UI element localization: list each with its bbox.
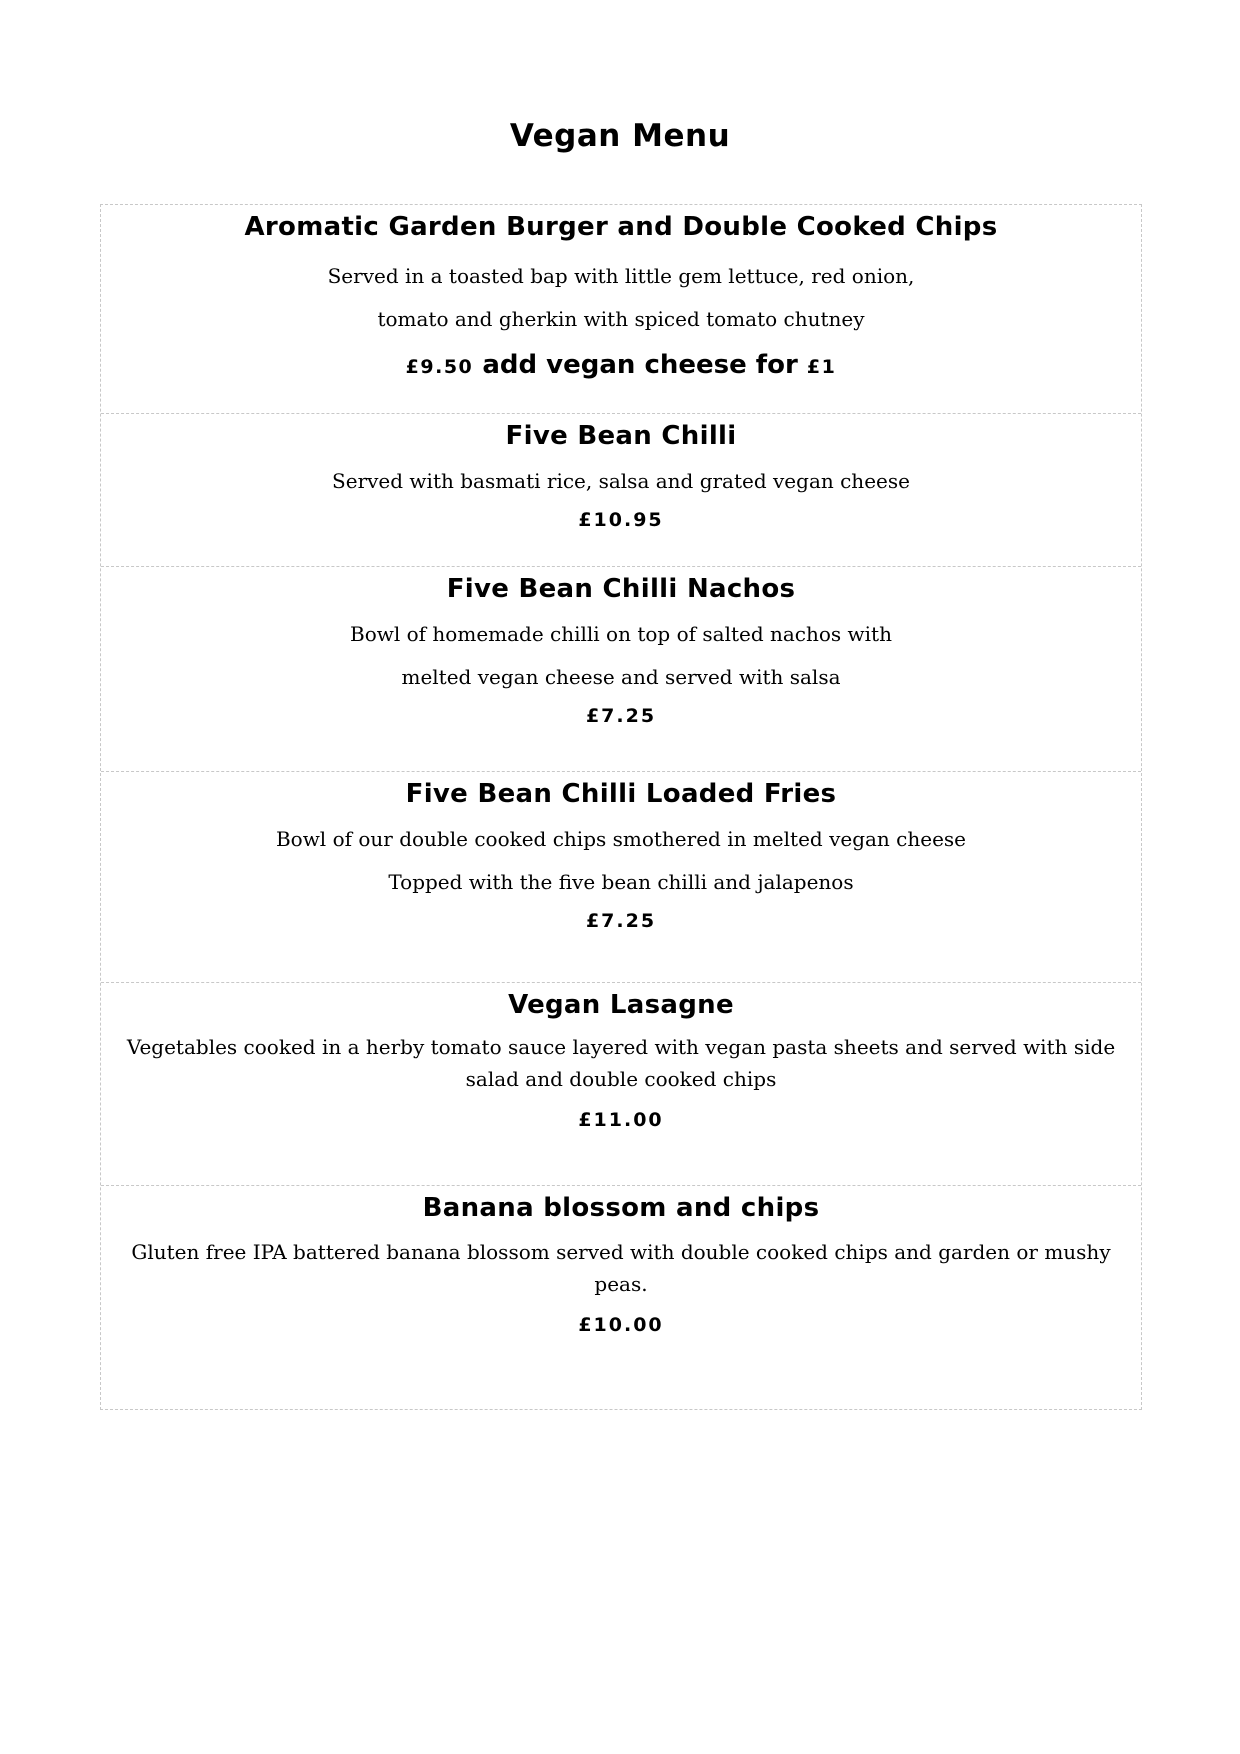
item-name: Five Bean Chilli: [505, 421, 737, 451]
item-price: £11.00: [578, 1109, 664, 1131]
item-name: Vegan Lasagne: [508, 990, 734, 1020]
item-price: £10.95: [578, 509, 664, 531]
item-description: Vegetables cooked in a herby tomato sauce layered with vegan pasta sheets and served with side salad and double cooked chips: [126, 1035, 1116, 1091]
item-name: Banana blossom and chips: [422, 1193, 820, 1223]
item-price-line: [101, 347, 1141, 386]
item-name: Aromatic Garden Burger and Double Cooked Chips: [244, 212, 998, 242]
item-description: [101, 255, 1141, 341]
item-price: £10.00: [578, 1314, 664, 1336]
page-title: Vegan Menu: [509, 118, 731, 154]
item-description-line: Bowl of homemade chilli on top of salted nachos with: [350, 622, 892, 646]
item-description-line: Served in a toasted bap with little gem lettuce, red onion,: [327, 264, 915, 288]
item-price: £7.25: [585, 910, 657, 932]
item-description: Gluten free IPA battered banana blossom served with double cooked chips and garden or mushy peas.: [131, 1240, 1111, 1296]
menu-table: [100, 204, 1142, 1410]
item-price: £7.25: [585, 705, 657, 727]
item-description-line: Bowl of our double cooked chips smothered in melted vegan cheese: [275, 827, 967, 851]
menu-item: [101, 205, 1141, 414]
item-extra-price: £1: [806, 356, 837, 378]
menu-item: [101, 414, 1141, 567]
item-name: Five Bean Chilli Nachos: [446, 574, 796, 604]
item-price-note: add vegan cheese for: [473, 350, 807, 380]
menu-item: [101, 983, 1141, 1186]
item-description-line: Topped with the five bean chilli and jalapenos: [388, 870, 854, 894]
menu-item: [101, 1186, 1141, 1409]
item-description: [101, 818, 1141, 904]
item-price: £9.50: [405, 356, 474, 378]
item-name: Five Bean Chilli Loaded Fries: [405, 779, 837, 809]
menu-item: [101, 567, 1141, 772]
item-description-line: melted vegan cheese and served with salsa: [401, 665, 841, 689]
item-description: [101, 613, 1141, 699]
item-description: [101, 460, 1141, 503]
menu-item: [101, 772, 1141, 983]
item-description-line: Served with basmati rice, salsa and grated vegan cheese: [332, 469, 910, 493]
item-description-line: tomato and gherkin with spiced tomato chutney: [377, 307, 865, 331]
